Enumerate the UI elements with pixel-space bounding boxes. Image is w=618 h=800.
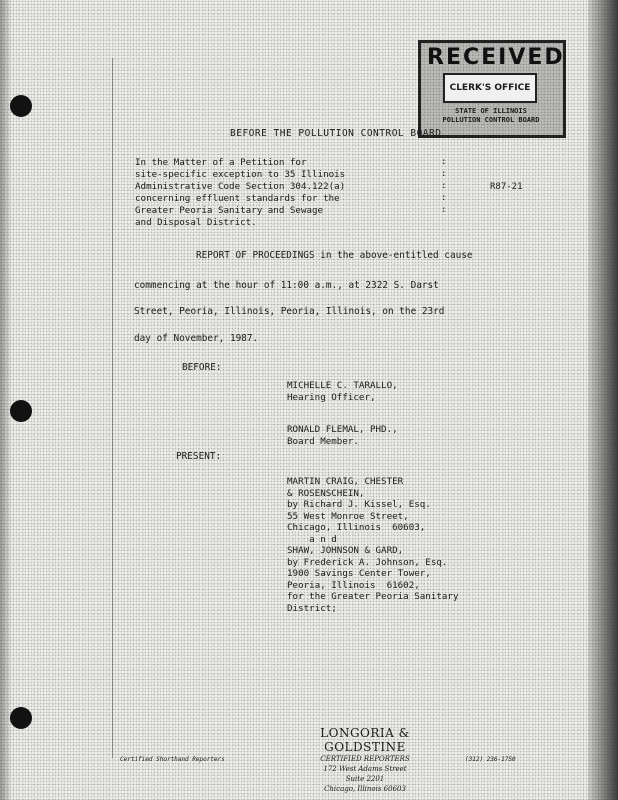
present-line: SHAW, JOHNSON & GARD, — [287, 545, 404, 556]
present-line: by Richard J. Kissel, Esq. — [287, 499, 431, 510]
present-line: 1900 Savings Center Tower, — [287, 568, 431, 579]
scan-right-shadow — [588, 0, 618, 800]
stamp-bottom-text — [431, 107, 551, 125]
caption-line: site-specific exception to 35 Illinois — [135, 169, 346, 180]
present-line: by Frederick A. Johnson, Esq. — [287, 556, 448, 568]
officer-line: MICHELLE C. TARALLO, — [287, 380, 398, 391]
present-line: MARTIN CRAIG, CHESTER — [287, 476, 404, 487]
document-heading: BEFORE THE POLLUTION CONTROL BOARD — [230, 128, 442, 139]
case-number: R87-21 — [490, 182, 523, 192]
present-line: 55 West Monroe Street, — [287, 510, 409, 522]
present-label: PRESENT: — [176, 451, 222, 462]
before-label: BEFORE: — [182, 362, 222, 373]
present-line: Chicago, Illinois 60603, — [287, 522, 426, 533]
reporter-line: Suite 2201 — [345, 775, 385, 783]
footer-right-note: (312) 236-1750 — [465, 756, 516, 763]
reporter-footer — [280, 726, 450, 794]
case-caption — [135, 157, 345, 229]
stamp-bottom-line: STATE OF ILLINOIS — [455, 107, 527, 115]
present-block — [287, 476, 458, 614]
proceedings-line: day of November, 1987. — [134, 333, 259, 344]
footer-left-note: Certified Shorthand Reporters — [120, 756, 225, 763]
caption-colon: : — [441, 169, 447, 179]
caption-line: In the Matter of a Petition for — [135, 157, 307, 168]
hearing-officer-block — [287, 380, 398, 403]
present-line: & ROSENSCHEIN, — [287, 487, 365, 499]
caption-line: Greater Peoria Sanitary and Sewage — [135, 205, 324, 216]
proceedings-line: REPORT OF PROCEEDINGS in the above-entitled cause — [196, 250, 473, 261]
member-line: Board Member. — [287, 435, 359, 447]
officer-line: Hearing Officer, — [287, 391, 376, 403]
present-line: for the Greater Peoria Sanitary — [287, 591, 459, 602]
member-line: RONALD FLEMAL, PHD., — [287, 424, 398, 435]
stamp-inner-label: CLERK'S OFFICE — [443, 73, 537, 103]
stamp-title: RECEIVED — [427, 45, 565, 70]
present-line: Peoria, Illinois 61602, — [287, 579, 420, 591]
caption-colon: : — [441, 157, 447, 167]
caption-colon: : — [441, 181, 447, 191]
binder-hole-middle — [10, 400, 32, 422]
binder-hole-bottom — [10, 707, 32, 729]
binder-hole-top — [10, 95, 32, 117]
stamp-bottom-line: POLLUTION CONTROL BOARD — [442, 116, 540, 124]
reporter-line: CERTIFIED REPORTERS — [320, 755, 410, 763]
present-line: a n d — [287, 533, 337, 545]
caption-line: concerning effluent standards for the — [135, 193, 340, 204]
caption-colon: : — [441, 193, 447, 203]
caption-colon: : — [441, 205, 447, 215]
received-stamp — [418, 40, 566, 138]
reporter-line: 172 West Adams Street — [323, 765, 407, 773]
scan-left-shadow — [0, 0, 12, 800]
board-member-block — [287, 424, 398, 447]
caption-line: Administrative Code Section 304.122(a) — [135, 181, 346, 192]
proceedings-line: Street, Peoria, Illinois, Peoria, Illinois, on the 23rd — [134, 306, 445, 317]
proceedings-line: commencing at the hour of 11:00 a.m., at 2322 S. Darst — [134, 280, 439, 291]
reporter-name: LONGORIA & GOLDSTINE — [320, 726, 410, 754]
caption-line: and Disposal District. — [135, 217, 257, 228]
present-line: District; — [287, 602, 337, 614]
reporter-line: Chicago, Illinois 60603 — [324, 785, 406, 793]
